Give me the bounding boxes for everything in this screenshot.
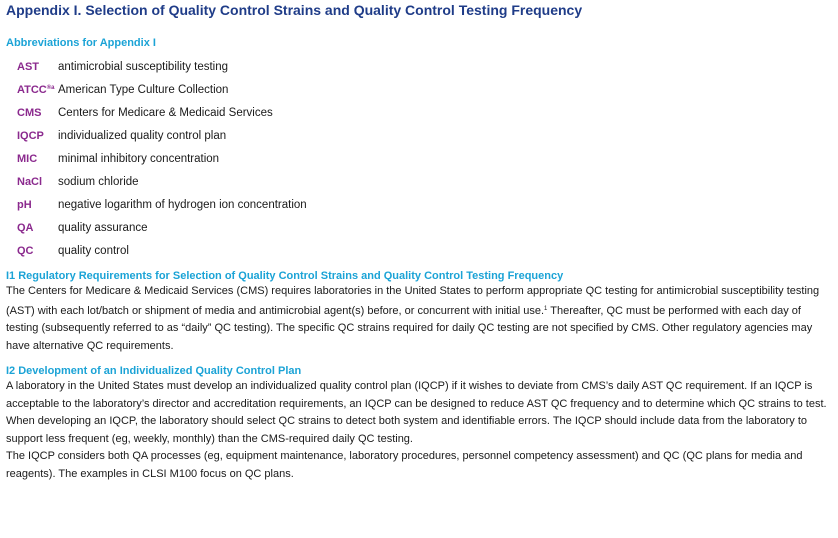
paragraph-text: Thereafter, QC must be performed with each day of testing (subsequently referred to as “daily” QC testing). The specific QC strains required for daily QC testing are not specified by CMS. Other regulatory agencies may have alternative QC requirements. (6, 304, 813, 352)
abbreviation-item (6, 78, 832, 101)
abbreviation-item (6, 101, 832, 124)
abbreviation-definition: sodium chloride (58, 175, 139, 188)
abbreviation-item (6, 147, 832, 170)
abbreviation-definition: quality control (58, 244, 129, 257)
document-page (6, 0, 832, 483)
abbreviation-definition: minimal inhibitory concentration (58, 152, 220, 165)
abbreviation-term: IQCP (17, 129, 44, 142)
abbreviation-item (6, 216, 832, 239)
abbreviation-item (6, 239, 832, 262)
abbreviation-definition: negative logarithm of hydrogen ion concentration (58, 198, 307, 211)
abbreviation-term: $ATCC^{®a}$ (17, 83, 55, 96)
appendix-title: Appendix I. Selection of Quality Control Strains and Quality Control Testing Frequency (6, 2, 583, 18)
abbreviation-term: MIC (17, 152, 38, 165)
abbreviation-item (6, 170, 832, 193)
section-heading-i1: I1 Regulatory Requirements for Selection of Quality Control Strains and Quality Control Testing Frequency (6, 270, 564, 282)
abbreviation-definition: antimicrobial susceptibility testing (58, 60, 229, 73)
section-i1-paragraph (6, 283, 832, 355)
abbreviation-term: QC (17, 244, 34, 257)
abbreviation-term: QA (17, 221, 34, 234)
abbreviations-list (6, 55, 832, 262)
abbreviation-definition: American Type Culture Collection (58, 83, 229, 96)
abbreviation-term: NaCl (17, 175, 43, 188)
section-i2-paragraph-3: The IQCP considers both QA processes (eg, equipment maintenance, laboratory procedures, personnel competency assessment) and QC (QC plans for media and reagents). The examples in CLSI M100 focus on QC plans. (6, 450, 803, 480)
abbreviation-definition: individualized quality control plan (58, 129, 227, 142)
registered-trademark-superscript: ®a (46, 84, 55, 91)
section-heading-i2: I2 Development of an Individualized Quality Control Plan (6, 365, 302, 377)
section-i2-paragraph-1: A laboratory in the United States must develop an individualized quality control plan (IQCP) if it wishes to deviate from CMS’s daily AST QC requirement. If an IQCP is acceptable to the laboratory’s director and accreditation requirements, an IQCP can be designed to reduce AST QC frequency and to determine which QC strains to test. (6, 380, 827, 410)
section-i2-paragraph-2: When developing an IQCP, the laboratory should select QC strains to detect both system and identifiable errors. The IQCP should include data from the laboratory to support less frequent (eg, weekly, monthly) than the CMS-required daily QC testing. (6, 415, 807, 445)
abbreviation-term: pH (17, 198, 32, 211)
abbreviation-item (6, 55, 832, 78)
abbreviation-item (6, 193, 832, 216)
abbreviation-definition: quality assurance (58, 221, 148, 234)
abbreviation-term: CMS (17, 106, 42, 119)
abbreviation-definition: Centers for Medicare & Medicaid Services (58, 106, 273, 119)
abbreviation-item (6, 124, 832, 147)
paragraph-text: The Centers for Medicare & Medicaid Services (CMS) requires laboratories in the United States to perform appropriate QC testing for antimicrobial susceptibility testing (AST) with each lot/batch or shipment of media and antimicrobial agent(s) before, or concurrent with initial use. (6, 285, 820, 317)
reference-superscript: 1 (544, 305, 548, 312)
abbreviation-term: AST (17, 60, 39, 73)
abbreviations-heading: Abbreviations for Appendix I (6, 37, 156, 49)
